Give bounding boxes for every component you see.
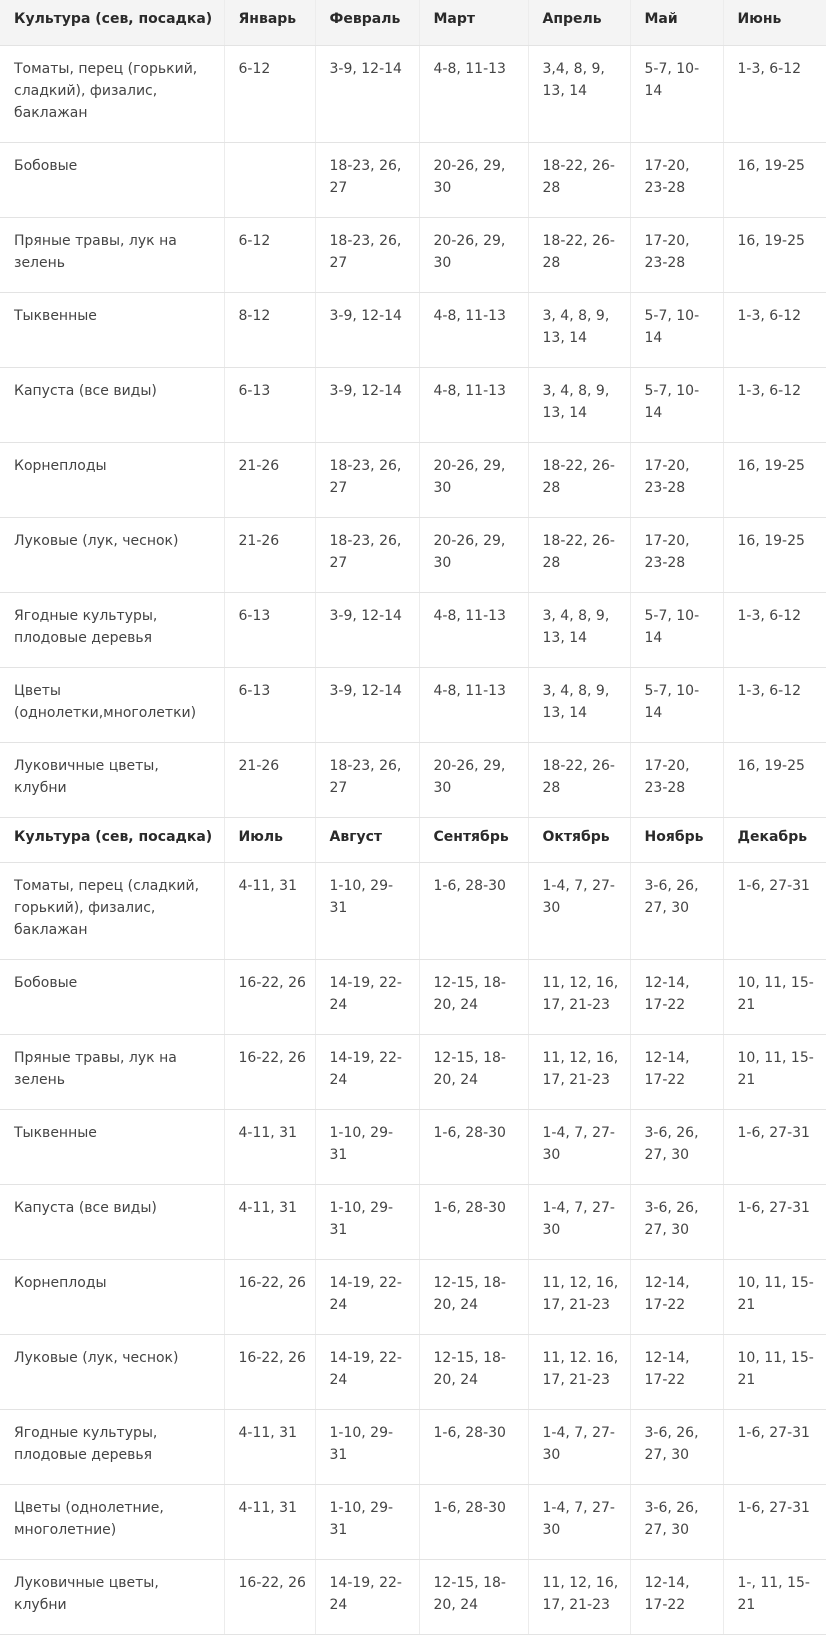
dates-cell: 4-8, 11-13 [419, 45, 528, 142]
dates-cell: 6-12 [224, 217, 315, 292]
table-row [0, 1334, 826, 1409]
table-row [0, 1109, 826, 1184]
column-header-crop: Культура (сев, посадка) [0, 0, 224, 45]
dates-cell: 16, 19-25 [723, 742, 826, 817]
dates-cell: 14-19, 22-24 [315, 959, 419, 1034]
table-row [0, 517, 826, 592]
table-row [0, 1484, 826, 1559]
dates-cell: 6-12 [224, 45, 315, 142]
column-header-month: Июль [224, 817, 315, 862]
dates-cell: 3, 4, 8, 9, 13, 14 [528, 667, 630, 742]
dates-cell: 3-9, 12-14 [315, 367, 419, 442]
crop-name-cell: Корнеплоды [0, 442, 224, 517]
dates-cell [224, 142, 315, 217]
table-header-row [0, 0, 826, 45]
dates-cell: 18-23, 26, 27 [315, 517, 419, 592]
dates-cell: 1-, 11, 15-21 [723, 1559, 826, 1634]
dates-cell: 12-14, 17-22 [630, 1259, 723, 1334]
dates-cell: 1-10, 29-31 [315, 1109, 419, 1184]
dates-cell: 1-6, 28-30 [419, 862, 528, 959]
dates-cell: 21-26 [224, 742, 315, 817]
dates-cell: 18-22, 26-28 [528, 742, 630, 817]
column-header-month: Ноябрь [630, 817, 723, 862]
dates-cell: 1-3, 6-12 [723, 367, 826, 442]
dates-cell: 16-22, 26 [224, 1559, 315, 1634]
dates-cell: 1-6, 27-31 [723, 1109, 826, 1184]
dates-cell: 20-26, 29, 30 [419, 142, 528, 217]
dates-cell: 16-22, 26 [224, 959, 315, 1034]
dates-cell: 10, 11, 15-21 [723, 959, 826, 1034]
dates-cell: 12-14, 17-22 [630, 1334, 723, 1409]
dates-cell: 4-11, 31 [224, 1109, 315, 1184]
dates-cell: 1-10, 29-31 [315, 862, 419, 959]
dates-cell: 16, 19-25 [723, 442, 826, 517]
crop-name-cell: Луковичные цветы, клубни [0, 1559, 224, 1634]
dates-cell: 4-11, 31 [224, 1409, 315, 1484]
dates-cell: 4-8, 11-13 [419, 592, 528, 667]
table-row [0, 367, 826, 442]
dates-cell: 1-3, 6-12 [723, 45, 826, 142]
dates-cell: 4-8, 11-13 [419, 667, 528, 742]
dates-cell: 1-10, 29-31 [315, 1184, 419, 1259]
dates-cell: 16-22, 26 [224, 1259, 315, 1334]
dates-cell: 16, 19-25 [723, 517, 826, 592]
dates-cell: 6-13 [224, 592, 315, 667]
dates-cell: 11, 12. 16, 17, 21-23 [528, 1334, 630, 1409]
column-header-month: Февраль [315, 0, 419, 45]
dates-cell: 18-23, 26, 27 [315, 217, 419, 292]
dates-cell: 3, 4, 8, 9, 13, 14 [528, 367, 630, 442]
dates-cell: 5-7, 10-14 [630, 592, 723, 667]
dates-cell: 3, 4, 8, 9, 13, 14 [528, 292, 630, 367]
dates-cell: 17-20, 23-28 [630, 517, 723, 592]
dates-cell: 16, 19-25 [723, 142, 826, 217]
crop-name-cell: Тыквенные [0, 292, 224, 367]
crop-name-cell: Бобовые [0, 959, 224, 1034]
table-row [0, 45, 826, 142]
dates-cell: 10, 11, 15-21 [723, 1334, 826, 1409]
crop-name-cell: Корнеплоды [0, 1259, 224, 1334]
dates-cell: 6-13 [224, 367, 315, 442]
column-header-month: Август [315, 817, 419, 862]
column-header-month: Декабрь [723, 817, 826, 862]
dates-cell: 12-15, 18-20, 24 [419, 959, 528, 1034]
dates-cell: 4-8, 11-13 [419, 292, 528, 367]
dates-cell: 16, 19-25 [723, 217, 826, 292]
dates-cell: 18-23, 26, 27 [315, 442, 419, 517]
table-row [0, 292, 826, 367]
dates-cell: 1-6, 27-31 [723, 1484, 826, 1559]
table-row [0, 442, 826, 517]
column-header-month: Май [630, 0, 723, 45]
dates-cell: 16-22, 26 [224, 1334, 315, 1409]
dates-cell: 14-19, 22-24 [315, 1259, 419, 1334]
crop-name-cell: Томаты, перец (горький, сладкий), физалис, баклажан [0, 45, 224, 142]
table-row [0, 667, 826, 742]
dates-cell: 3, 4, 8, 9, 13, 14 [528, 592, 630, 667]
dates-cell: 1-3, 6-12 [723, 592, 826, 667]
table-row [0, 742, 826, 817]
dates-cell: 1-6, 28-30 [419, 1409, 528, 1484]
dates-cell: 11, 12, 16, 17, 21-23 [528, 1559, 630, 1634]
dates-cell: 1-6, 27-31 [723, 1409, 826, 1484]
dates-cell: 8-12 [224, 292, 315, 367]
dates-cell: 4-11, 31 [224, 1184, 315, 1259]
dates-cell: 17-20, 23-28 [630, 142, 723, 217]
table-row [0, 1559, 826, 1634]
dates-cell: 18-22, 26-28 [528, 442, 630, 517]
column-header-month: Март [419, 0, 528, 45]
dates-cell: 18-22, 26-28 [528, 517, 630, 592]
dates-cell: 5-7, 10-14 [630, 667, 723, 742]
dates-cell: 1-4, 7, 27-30 [528, 1109, 630, 1184]
dates-cell: 3,4, 8, 9, 13, 14 [528, 45, 630, 142]
table-row [0, 1034, 826, 1109]
dates-cell: 14-19, 22-24 [315, 1559, 419, 1634]
dates-cell: 18-22, 26-28 [528, 217, 630, 292]
dates-cell: 21-26 [224, 517, 315, 592]
crop-name-cell: Ягодные культуры, плодовые деревья [0, 1409, 224, 1484]
dates-cell: 5-7, 10-14 [630, 292, 723, 367]
table-row [0, 592, 826, 667]
dates-cell: 18-23, 26, 27 [315, 142, 419, 217]
dates-cell: 1-4, 7, 27-30 [528, 1184, 630, 1259]
dates-cell: 14-19, 22-24 [315, 1334, 419, 1409]
dates-cell: 3-9, 12-14 [315, 45, 419, 142]
dates-cell: 3-6, 26, 27, 30 [630, 1109, 723, 1184]
dates-cell: 12-15, 18-20, 24 [419, 1034, 528, 1109]
dates-cell: 3-6, 26, 27, 30 [630, 862, 723, 959]
dates-cell: 20-26, 29, 30 [419, 217, 528, 292]
dates-cell: 3-9, 12-14 [315, 667, 419, 742]
crop-name-cell: Цветы (однолетки,многолетки) [0, 667, 224, 742]
dates-cell: 20-26, 29, 30 [419, 442, 528, 517]
table-row [0, 1259, 826, 1334]
dates-cell: 1-10, 29-31 [315, 1484, 419, 1559]
crop-name-cell: Цветы (однолетние, многолетние) [0, 1484, 224, 1559]
dates-cell: 4-11, 31 [224, 862, 315, 959]
dates-cell: 1-4, 7, 27-30 [528, 862, 630, 959]
dates-cell: 3-6, 26, 27, 30 [630, 1184, 723, 1259]
dates-cell: 1-6, 28-30 [419, 1484, 528, 1559]
dates-cell: 21-26 [224, 442, 315, 517]
dates-cell: 17-20, 23-28 [630, 442, 723, 517]
dates-cell: 10, 11, 15-21 [723, 1259, 826, 1334]
crop-name-cell: Пряные травы, лук на зелень [0, 1034, 224, 1109]
dates-cell: 1-6, 27-31 [723, 1184, 826, 1259]
dates-cell: 12-15, 18-20, 24 [419, 1559, 528, 1634]
column-header-month: Октябрь [528, 817, 630, 862]
table-row [0, 1184, 826, 1259]
table-row [0, 142, 826, 217]
dates-cell: 1-4, 7, 27-30 [528, 1409, 630, 1484]
dates-cell: 17-20, 23-28 [630, 217, 723, 292]
dates-cell: 5-7, 10-14 [630, 367, 723, 442]
dates-cell: 14-19, 22-24 [315, 1034, 419, 1109]
column-header-month: Январь [224, 0, 315, 45]
crop-name-cell: Луковые (лук, чеснок) [0, 517, 224, 592]
crop-name-cell: Луковичные цветы, клубни [0, 742, 224, 817]
column-header-crop: Культура (сев, посадка) [0, 817, 224, 862]
dates-cell: 5-7, 10-14 [630, 45, 723, 142]
dates-cell: 1-3, 6-12 [723, 292, 826, 367]
dates-cell: 10, 11, 15-21 [723, 1034, 826, 1109]
dates-cell: 1-3, 6-12 [723, 667, 826, 742]
dates-cell: 4-8, 11-13 [419, 367, 528, 442]
dates-cell: 12-14, 17-22 [630, 1034, 723, 1109]
crop-name-cell: Бобовые [0, 142, 224, 217]
dates-cell: 6-13 [224, 667, 315, 742]
dates-cell: 12-14, 17-22 [630, 1559, 723, 1634]
dates-cell: 3-6, 26, 27, 30 [630, 1484, 723, 1559]
column-header-month: Апрель [528, 0, 630, 45]
dates-cell: 20-26, 29, 30 [419, 517, 528, 592]
dates-cell: 16-22, 26 [224, 1034, 315, 1109]
dates-cell: 12-15, 18-20, 24 [419, 1259, 528, 1334]
dates-cell: 12-15, 18-20, 24 [419, 1334, 528, 1409]
column-header-month: Сентябрь [419, 817, 528, 862]
crop-name-cell: Томаты, перец (сладкий, горький), физалис, баклажан [0, 862, 224, 959]
table-header-row [0, 817, 826, 862]
table-row [0, 217, 826, 292]
dates-cell: 4-11, 31 [224, 1484, 315, 1559]
column-header-month: Июнь [723, 0, 826, 45]
dates-cell: 1-4, 7, 27-30 [528, 1484, 630, 1559]
table-row [0, 959, 826, 1034]
crop-name-cell: Тыквенные [0, 1109, 224, 1184]
dates-cell: 12-14, 17-22 [630, 959, 723, 1034]
dates-cell: 3-9, 12-14 [315, 292, 419, 367]
dates-cell: 18-22, 26-28 [528, 142, 630, 217]
dates-cell: 1-6, 27-31 [723, 862, 826, 959]
dates-cell: 11, 12, 16, 17, 21-23 [528, 1259, 630, 1334]
crop-name-cell: Луковые (лук, чеснок) [0, 1334, 224, 1409]
crop-name-cell: Капуста (все виды) [0, 1184, 224, 1259]
table-row [0, 862, 826, 959]
dates-cell: 1-6, 28-30 [419, 1184, 528, 1259]
dates-cell: 3-6, 26, 27, 30 [630, 1409, 723, 1484]
dates-cell: 11, 12, 16, 17, 21-23 [528, 1034, 630, 1109]
dates-cell: 11, 12, 16, 17, 21-23 [528, 959, 630, 1034]
crop-name-cell: Капуста (все виды) [0, 367, 224, 442]
table-row [0, 1409, 826, 1484]
dates-cell: 1-6, 28-30 [419, 1109, 528, 1184]
dates-cell: 3-9, 12-14 [315, 592, 419, 667]
dates-cell: 18-23, 26, 27 [315, 742, 419, 817]
dates-cell: 17-20, 23-28 [630, 742, 723, 817]
dates-cell: 20-26, 29, 30 [419, 742, 528, 817]
dates-cell: 1-10, 29-31 [315, 1409, 419, 1484]
crop-name-cell: Пряные травы, лук на зелень [0, 217, 224, 292]
crop-name-cell: Ягодные культуры, плодовые деревья [0, 592, 224, 667]
